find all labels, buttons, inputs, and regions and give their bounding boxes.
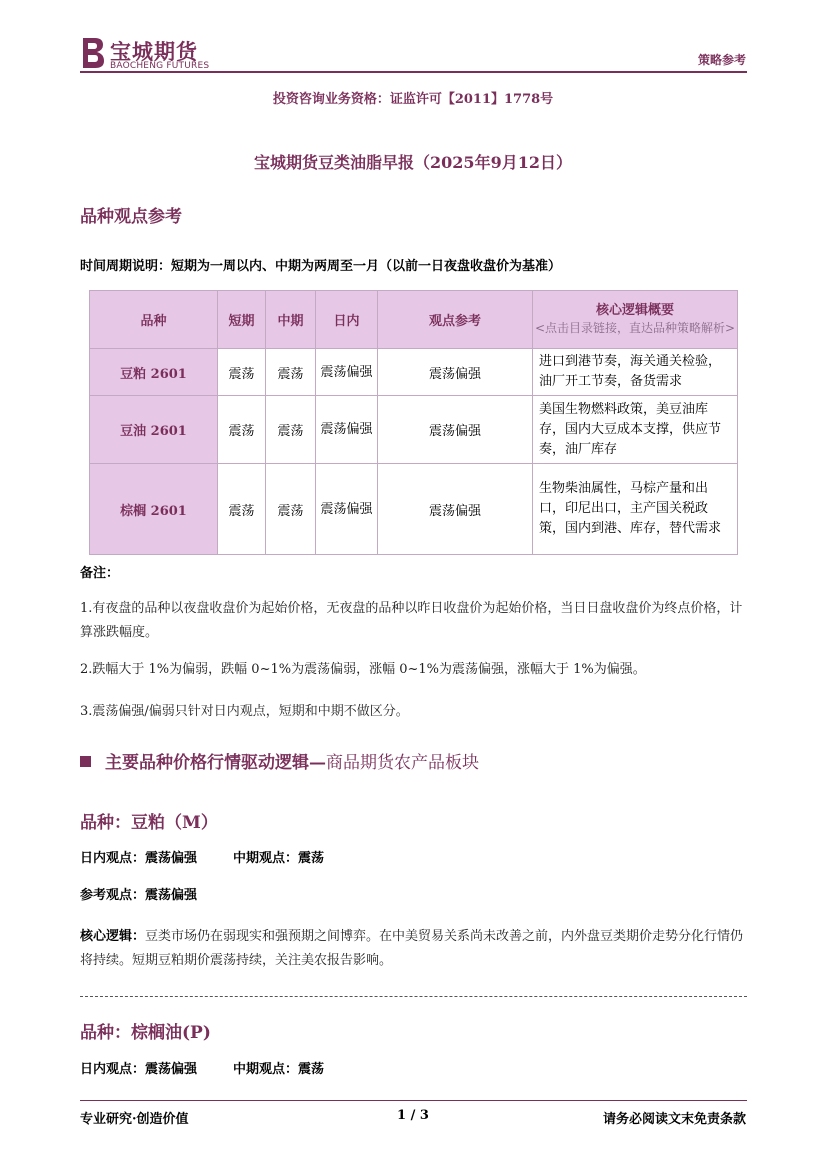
remark-item: 1.有夜盘的品种以夜盘收盘价为起始价格，无夜盘的品种以昨日收盘价为起始价格，当日日盘收盘价为终点价格，计算涨跌幅度。 <box>80 601 743 640</box>
mid-view: 震荡 <box>266 396 316 464</box>
footer-divider <box>80 1100 747 1101</box>
qualification-line: 投资咨询业务资格：证监许可【2011】1778号 <box>272 92 554 107</box>
core-logic-label: 核心逻辑： <box>80 929 146 944</box>
logo-text-cn: 宝城期货 <box>110 40 198 64</box>
baocheng-logo-icon <box>80 36 106 70</box>
footer-slogan: 专业研究·创造价值 <box>80 1112 189 1127</box>
palm-view-line <box>80 1058 324 1077</box>
core-logic: 生物柴油属性，马棕产量和出口，印尼出口，主产国关税政策，国内到港、库存，替代需求 <box>533 464 738 555</box>
logo-text-en: BAOCHENG FUTURES <box>110 61 210 71</box>
drivers-heading-rest: 商品期货农产品板块 <box>326 753 479 773</box>
intraday-label: 日内观点： <box>80 851 146 866</box>
soymeal-core-logic <box>80 925 747 973</box>
drivers-heading-bold: 主要品种价格行情驱动逻辑— <box>105 753 326 773</box>
mid-label: 中期观点： <box>233 851 299 866</box>
intraday-label: 日内观点： <box>80 1062 146 1077</box>
core-logic: 美国生物燃料政策，美豆油库存，国内大豆成本支撑，供应节奏，油厂库存 <box>533 396 738 464</box>
soymeal-view-line <box>80 847 324 866</box>
report-title: 宝城期货豆类油脂早报（2025年9月12日） <box>254 153 572 172</box>
ref-label: 参考观点： <box>80 888 146 903</box>
view-table <box>89 290 738 555</box>
short-view: 震荡 <box>218 464 266 555</box>
table-row <box>90 349 738 396</box>
remark-item: 3.震荡偏强/偏弱只针对日内观点，短期和中期不做区分。 <box>80 704 409 719</box>
palm-title: 品种：棕榈油(P) <box>80 1023 211 1043</box>
square-bullet-icon <box>80 756 91 767</box>
table-row <box>90 464 738 555</box>
header-logic-main: 核心逻辑概要 <box>595 303 674 318</box>
mid-view: 震荡 <box>266 349 316 396</box>
mid-label: 中期观点： <box>233 1062 299 1077</box>
dashed-divider <box>80 996 747 997</box>
variety-name[interactable]: 棕榈 2601 <box>90 464 218 555</box>
mid-value: 震荡 <box>298 1062 325 1077</box>
short-view: 震荡 <box>218 396 266 464</box>
header-short: 短期 <box>218 291 266 349</box>
core-logic-text: 豆类市场仍在弱现实和强预期之间博弈。在中美贸易关系尚未改善之前，内外盘豆类期价走势分化行情仍将持续。短期豆粕期价震荡持续，关注美农报告影响。 <box>80 929 744 968</box>
header-mid: 中期 <box>266 291 316 349</box>
mid-value: 震荡 <box>298 851 325 866</box>
short-view: 震荡 <box>218 349 266 396</box>
header-variety: 品种 <box>90 291 218 349</box>
intraday-value: 震荡偏强 <box>145 851 198 866</box>
header-logic[interactable] <box>533 291 738 349</box>
variety-name[interactable]: 豆油 2601 <box>90 396 218 464</box>
intraday-value: 震荡偏强 <box>145 1062 198 1077</box>
period-note: 时间周期说明：短期为一周以内、中期为两周至一月（以前一日夜盘收盘价为基准） <box>80 259 562 274</box>
core-logic: 进口到港节奏，海关通关检验，油厂开工节奏，备货需求 <box>533 349 738 396</box>
toc-link[interactable]: <点击目录链接，直达品种策略解析> <box>534 321 736 335</box>
header-view: 观点参考 <box>378 291 533 349</box>
header-divider <box>80 71 747 73</box>
mid-view: 震荡 <box>266 464 316 555</box>
reference-view: 震荡偏强 <box>378 396 533 464</box>
section-view-heading: 品种观点参考 <box>80 207 182 227</box>
reference-view: 震荡偏强 <box>378 349 533 396</box>
footer-disclaimer: 请务必阅读文末免责条款 <box>602 1112 746 1127</box>
reference-view: 震荡偏强 <box>378 464 533 555</box>
intraday-view: 震荡偏强 <box>316 396 378 464</box>
soymeal-ref-line <box>80 884 197 903</box>
page-number: 1 / 3 <box>397 1108 429 1123</box>
ref-value: 震荡偏强 <box>145 888 198 903</box>
table-header-row <box>90 291 738 349</box>
table-row <box>90 396 738 464</box>
header-tag: 策略参考 <box>697 53 746 67</box>
section-drivers-heading <box>80 748 479 773</box>
variety-name[interactable]: 豆粕 2601 <box>90 349 218 396</box>
intraday-view: 震荡偏强 <box>316 349 378 396</box>
header-intraday: 日内 <box>316 291 378 349</box>
soymeal-title: 品种：豆粕（M） <box>80 813 218 833</box>
intraday-view: 震荡偏强 <box>316 464 378 555</box>
remark-item: 2.跌幅大于 1%为偏弱，跌幅 0~1%为震荡偏弱，涨幅 0~1%为震荡偏强，涨幅大于 1%为偏强。 <box>80 662 646 677</box>
remarks-label: 备注： <box>80 566 120 581</box>
